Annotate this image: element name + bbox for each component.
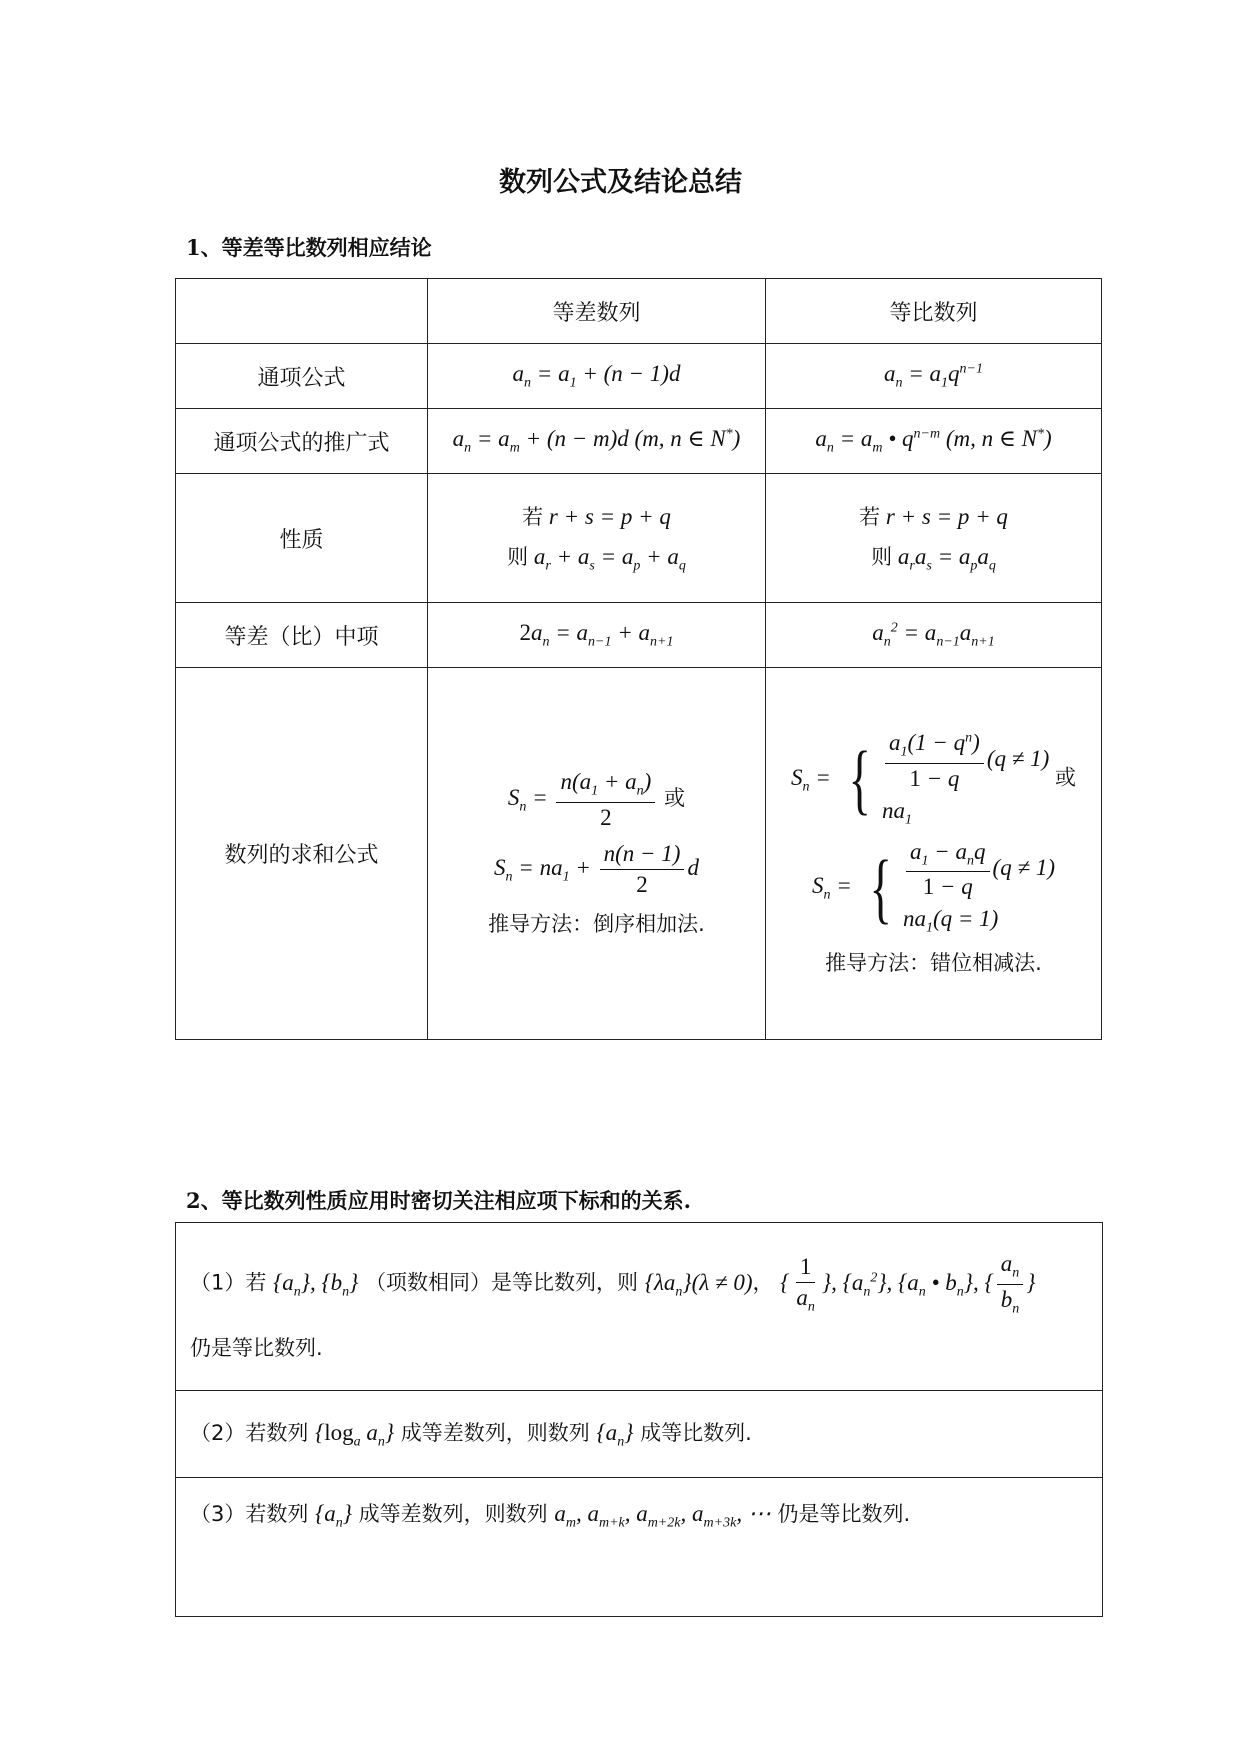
property-label: 性质 <box>176 474 428 603</box>
arithmetic-ext-formula: $a_n = a_m + (n - m)d$ (m, n ∈ N*) <box>428 409 766 474</box>
arithmetic-general-formula: $a_n = a_1 + (n - 1)d$ <box>428 344 766 409</box>
item2-mid: 成等差数列，则数列 <box>400 1421 590 1446</box>
property-item-2: （2）若数列 {$\log_a$ $a_n$} 成等差数列，则数列 $\{a_n\}$ 成等比数列. <box>176 1391 1103 1478</box>
section-1-heading: 1、等差等比数列相应结论 <box>186 235 432 260</box>
if-word: 若 <box>859 505 881 530</box>
general-term-label: 通项公式 <box>176 344 428 409</box>
item3-prefix: （3）若数列 <box>190 1502 309 1526</box>
arithmetic-derivation-method: 推导方法：倒序相加法. <box>488 911 705 936</box>
item2-tail: 成等比数列. <box>640 1421 752 1446</box>
section-2-heading: 2、等比数列性质应用时密切关注相应项下标和的关系. <box>186 1188 691 1213</box>
table-header-row <box>176 279 1102 344</box>
geometric-derivation-method: 推导方法：错位相减法. <box>825 950 1042 975</box>
property-row <box>176 474 1102 603</box>
page-title: 数列公式及结论总结 <box>499 167 742 198</box>
header-arithmetic: 等差数列 <box>428 279 766 344</box>
geometric-ext-formula: $a_n = a_m$ • $q^{n-m}$ (m, n ∈ N*) <box>766 409 1102 474</box>
item2-prefix: （2）若数列 <box>190 1421 309 1446</box>
header-empty-cell <box>176 279 428 344</box>
middle-term-row <box>176 603 1102 668</box>
item3-tail: 仍是等比数列. <box>777 1502 911 1526</box>
arithmetic-middle-formula: $2a_n = a_{n-1} + a_{n+1}$ <box>428 603 766 668</box>
item1-prefix: （1）若 <box>190 1270 267 1295</box>
or-word: 或 <box>664 786 686 811</box>
item1-tail: 仍是等比数列. <box>190 1335 323 1360</box>
arithmetic-property: 若 r + s = p + q 则 $a_r + a_s = a_p + a_q$ <box>428 474 766 603</box>
sum-formula-label: 数列的求和公式 <box>176 668 428 1040</box>
then-word: 则 <box>507 545 529 570</box>
sequence-formulas-table <box>175 278 1102 1040</box>
geometric-sum-formulas: $S_n$ = { $\frac{a_1(1 - q^n)}{1 - q}$ (q ≠ 1) $na_1$ 或 $S_n$ = { $\frac{a_1 - a_nq}{1 - q}$ (q ≠ 1) $na_1(q = 1)$ 推导方法：错位相减法. <box>766 668 1102 1040</box>
property-item-1: （1）若 $\{a_n\}$, $\{b_n\}$ （项数相同）是等比数列，则 $\{\lambda a_n\}(\lambda \ne 0)$， { $\frac{1}{a_n}$ }, $\{a_n^2\}$, {$a_n$ • $b_n$}, { $\frac{a_n}{b_n}$ } 仍是等比数列. <box>176 1223 1103 1391</box>
arithmetic-sum-formulas: $S_n$ = $\frac{n(a_1 + a_n)}{2}$ 或 $S_n = na_1$ + $\frac{n(n - 1)}{2}$ d 推导方法：倒序相加法. <box>428 668 766 1040</box>
item3-mid: 成等差数列，则数列 <box>358 1502 548 1526</box>
geometric-property: 若 r + s = p + q 则 $a_ra_s = a_pa_q$ <box>766 474 1102 603</box>
middle-term-label: 等差（比）中项 <box>176 603 428 668</box>
item1-mid: （项数相同）是等比数列，则 <box>365 1270 639 1295</box>
general-term-row <box>176 344 1102 409</box>
property-item-3: （3）若数列 $\{a_n\}$ 成等差数列，则数列 $a_m$, $a_{m+k}$, $a_{m+2k}$, $a_{m+3k}$, ⋯ 仍是等比数列. <box>176 1478 1103 1617</box>
if-word: 若 <box>522 505 544 530</box>
or-word: 或 <box>1055 765 1077 790</box>
geometric-properties-table <box>175 1222 1103 1617</box>
geometric-general-formula: $a_n = a_1q^{n-1}$ <box>766 344 1102 409</box>
general-term-ext-label: 通项公式的推广式 <box>176 409 428 474</box>
geometric-middle-formula: $a_n^2 = a_{n-1}a_{n+1}$ <box>766 603 1102 668</box>
sum-formula-row <box>176 668 1102 1040</box>
header-geometric: 等比数列 <box>766 279 1102 344</box>
general-term-ext-row <box>176 409 1102 474</box>
then-word: 则 <box>871 545 893 570</box>
